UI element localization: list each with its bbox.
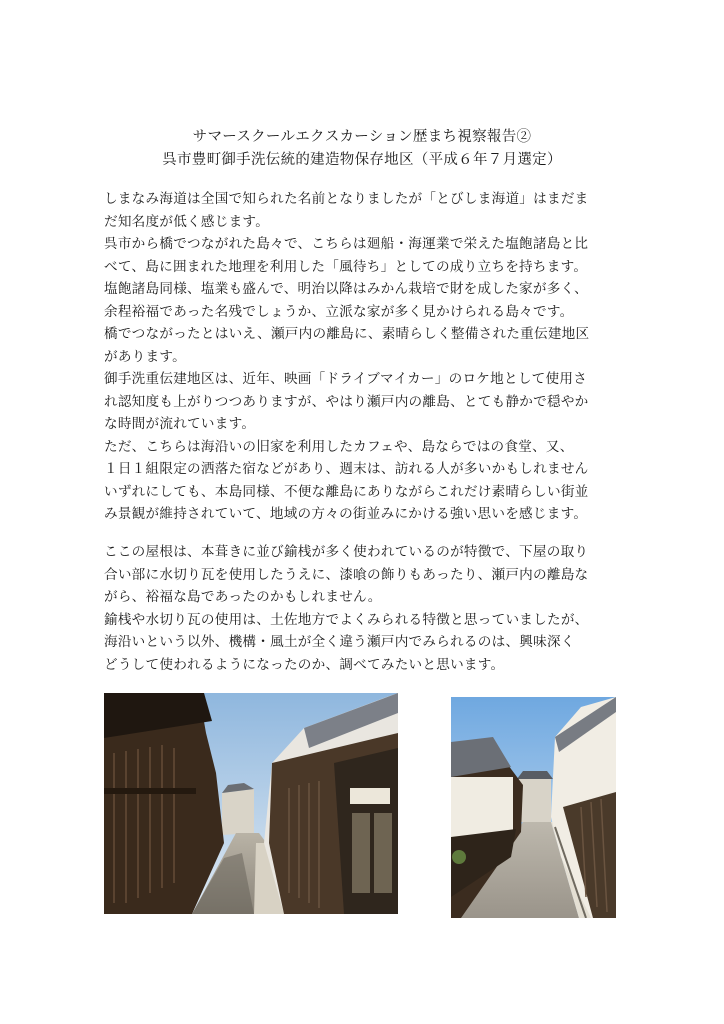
- text-line: 合い部に水切り瓦を使用したうえに、漆喰の飾りもあったり、瀬戸内の離島な: [104, 566, 589, 583]
- text-line: いずれにしても、本島同様、不便な離島にありながらこれだけ素晴らしい街並: [104, 483, 589, 500]
- text-line: べて、島に囲まれた地理を利用した「風待ち」としての成り立ちを持ちます。: [104, 258, 588, 275]
- district-title: 呉市豊町御手洗伝統的建造物保存地区（平成６年７月選定）: [162, 152, 562, 168]
- street-photo-1-image: [104, 693, 398, 914]
- paragraph-1: [104, 188, 616, 526]
- text-line: 海沿いという以外、機構・風土が全く違う瀬戸内でみられるのは、興味深く: [104, 634, 575, 650]
- text-line: しまなみ海道は全国で知られた名前となりましたが「とびしま海道」はまだま: [104, 191, 589, 207]
- text-line: があります。: [104, 348, 186, 365]
- report-title: サマースクールエクスカーション歴まち視察報告②: [192, 129, 532, 145]
- text-line: がら、裕福な島であったのかもしれません。: [104, 589, 382, 605]
- text-line: だ知名度が低く感じます。: [104, 213, 270, 230]
- street-photo-1: [104, 693, 398, 914]
- text-line: れ認知度も上がりつつありますが、やはり瀬戸内の離島、とても静かで穏やか: [104, 393, 589, 410]
- street-photo-2: [451, 697, 616, 918]
- text-line: 塩飽諸島同様、塩業も盛んで、明治以降はみかん栽培で財を成した家が多く、: [104, 281, 588, 297]
- paragraph-2: [104, 541, 616, 676]
- text-line: ここの屋根は、本葺きに並び鍮桟が多く使われているのが特徴で、下屋の取り: [104, 544, 589, 560]
- text-line: 橋でつながったとはいえ、瀬戸内の離島に、素晴らしく整備された重伝建地区: [104, 326, 590, 342]
- text-line: 余程裕福であった名残でしょうか、立派な家が多く見かけられる島々です。: [104, 303, 574, 320]
- text-line: な時間が流れています。: [104, 416, 256, 432]
- text-line: 呉市から橋でつながれた島々で、こちらは廻船・海運業で栄えた塩飽諸島と比: [104, 236, 589, 252]
- text-line: どうして使われるようになったのか、調べてみたいと思います。: [104, 656, 505, 673]
- street-photo-2-image: [451, 697, 616, 918]
- text-line: み景観が維持されていて、地域の方々の街並みにかける強い思いを感じます。: [104, 506, 588, 522]
- text-line: 鍮桟や水切り瓦の使用は、土佐地方でよくみられる特徴と思っていましたが、: [104, 611, 589, 628]
- text-line: ただ、こちらは海沿いの旧家を利用したカフェや、島ならではの食堂、又、: [104, 438, 574, 455]
- text-line: 御手洗重伝建地区は、近年、映画「ドライブマイカー」のロケ地として使用さ: [104, 371, 588, 387]
- text-line: １日１組限定の洒落た宿などがあり、週末は、訪れる人が多いかもしれません: [104, 461, 589, 477]
